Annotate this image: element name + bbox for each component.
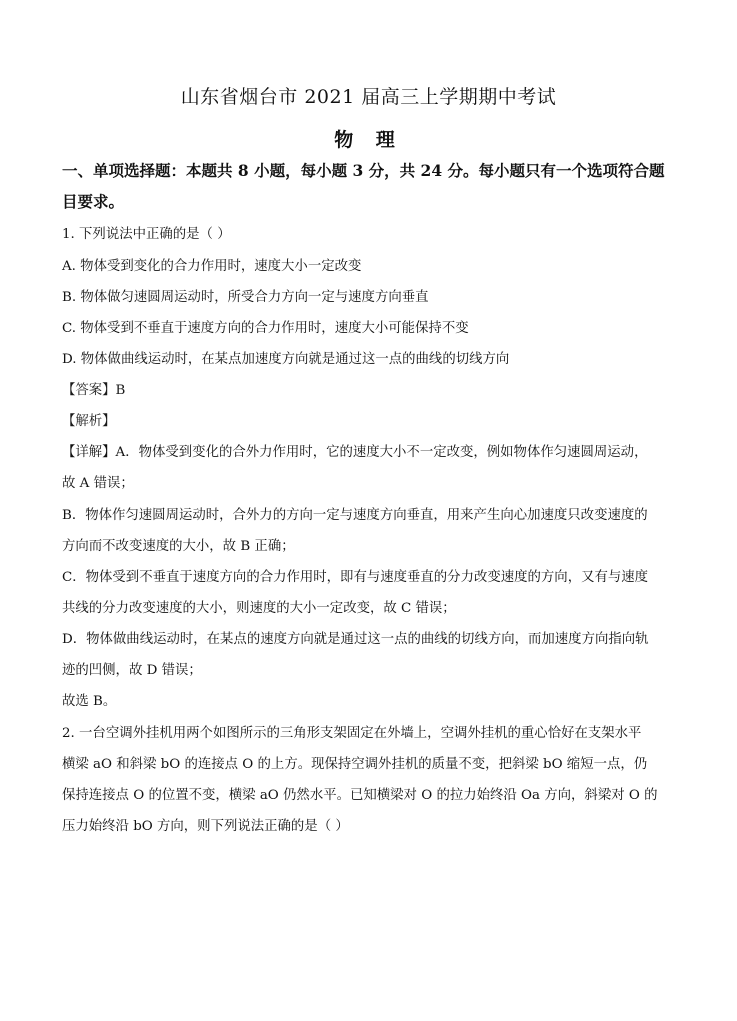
question-2-line: 2. 一台空调外挂机用两个如图所示的三角形支架固定在外墙上，空调外挂机的重心恰好在支架水平 xyxy=(62,726,642,741)
explanation-line: 故 A 错误； xyxy=(62,476,134,491)
question-1-option-a: A. 物体受到变化的合力作用时，速度大小一定改变 xyxy=(62,259,362,274)
question-1-option-d: D. 物体做曲线运动时，在某点加速度方向就是通过这一点的曲线的切线方向 xyxy=(62,352,510,367)
explanation-line: B．物体作匀速圆周运动时，合外力的方向一定与速度方向垂直，用来产生向心加速度只改变速度的 xyxy=(62,508,648,523)
question-1-answer: 【答案】B xyxy=(62,383,126,398)
question-1-stem: 1. 下列说法中正确的是（ ） xyxy=(62,227,231,242)
question-2-line: 保持连接点 O 的位置不变，横梁 aO 仍然水平。已知横梁对 O 的拉力始终沿 Oa 方向，斜梁对 O 的 xyxy=(62,788,658,803)
question-2-line: 压力始终沿 bO 方向，则下列说法正确的是（ ） xyxy=(62,819,349,834)
subject-heading: 物 理 xyxy=(334,129,403,151)
section-heading-line-2: 目要求。 xyxy=(62,192,125,211)
question-1-option-c: C. 物体受到不垂直于速度方向的合力作用时，速度大小可能保持不变 xyxy=(62,321,469,336)
explanation-line: D．物体做曲线运动时，在某点的速度方向就是通过这一点的曲线的切线方向，而加速度方向指向轨 xyxy=(62,632,649,647)
explanation-line: C．物体受到不垂直于速度方向的合力作用时，即有与速度垂直的分力改变速度的方向，又有与速度 xyxy=(62,570,649,585)
section-heading-line-1: 一、单项选择题：本题共 8 小题，每小题 3 分，共 24 分。每小题只有一个选项符合题 xyxy=(62,161,665,180)
explanation-line: 迹的凹侧，故 D 错误； xyxy=(62,663,202,678)
question-1-analysis-label: 【解析】 xyxy=(62,414,116,429)
explanation-line: 【详解】A．物体受到变化的合外力作用时，它的速度大小不一定改变，例如物体作匀速圆周运动， xyxy=(62,445,648,460)
exam-title: 山东省烟台市 2021 届高三上学期期中考试 xyxy=(180,86,557,108)
explanation-line: 故选 B。 xyxy=(62,694,117,709)
explanation-line: 方向而不改变速度的大小，故 B 正确； xyxy=(62,539,295,554)
explanation-line: 共线的分力改变速度的大小，则速度的大小一定改变，故 C 错误； xyxy=(62,601,456,616)
question-2-line: 横梁 aO 和斜梁 bO 的连接点 O 的上方。现保持空调外挂机的质量不变，把斜梁 bO 缩短一点，仍 xyxy=(62,757,648,772)
question-1-option-b: B. 物体做匀速圆周运动时，所受合力方向一定与速度方向垂直 xyxy=(62,290,429,305)
